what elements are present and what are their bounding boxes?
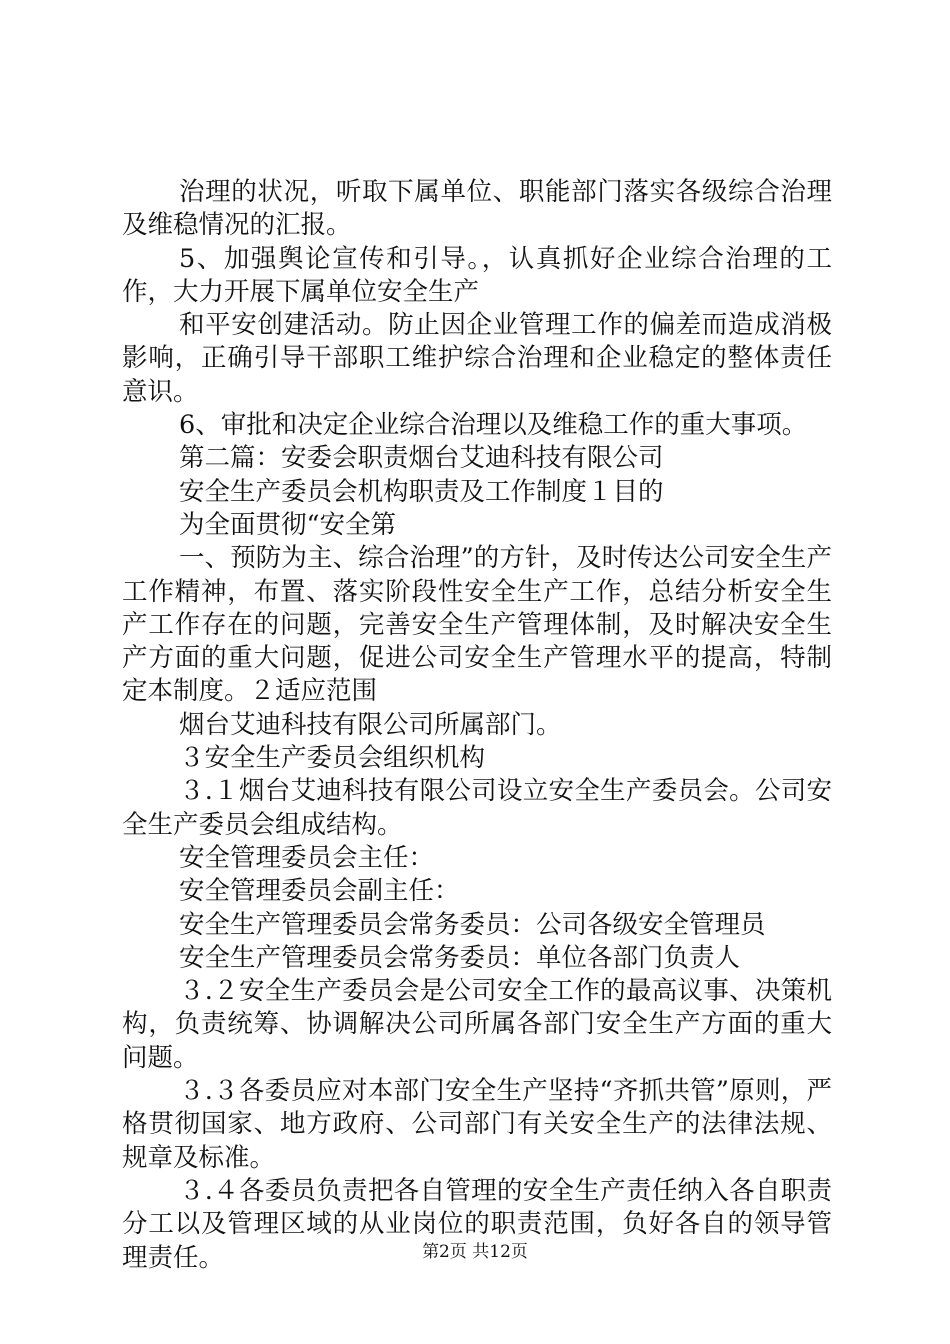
paragraph-17: ３.３各委员应对本部门安全生产坚持“齐抓共管”原则，严格贯彻国家、地方政府、公司部门有关安全生产的法律法规、规章及标准。 (122, 1076, 832, 1173)
paragraph-3: 和平安创建活动。防止因企业管理工作的偏差而造成消极影响，正确引导干部职工维护综合治理和企业稳定的整体责任意识。 (122, 310, 832, 407)
paragraph-6: 安全生产委员会机构职责及工作制度１目的 (179, 476, 664, 507)
paragraph-2: 5、加强舆论宣传和引导。，认真抓好企业综合治理的工作，大力开展下属单位安全生产 (122, 243, 832, 307)
page-number-footer: 第2页 共12页 (422, 1242, 528, 1262)
paragraph-8: 一、预防为主、综合治理”的方针，及时传达公司安全生产工作精神，布置、落实阶段性安全生产工作，总结分析安全生产工作存在的问题，完善安全生产管理体制，及时解决安全生产方面的重大问题，促进公司安全生产管理水平的提高，特制定本制度。２适应范围 (122, 543, 832, 707)
paragraph-10: ３安全生产委员会组织机构 (179, 743, 486, 774)
paragraph-11: ３.１烟台艾迪科技有限公司设立安全生产委员会。公司安全生产委员会组成结构。 (122, 776, 832, 840)
paragraph-14: 安全生产管理委员会常务委员：公司各级安全管理员 (179, 909, 766, 940)
paragraph-15: 安全生产管理委员会常务委员：单位各部门负责人 (179, 942, 741, 973)
document-body (122, 176, 832, 1275)
paragraph-9: 烟台艾迪科技有限公司所属部门。 (179, 709, 562, 740)
section-heading-2: 第二篇：安委会职责烟台艾迪科技有限公司 (179, 443, 664, 474)
paragraph-18: ３.４各委员负责把各自管理的安全生产责任纳入各自职责分工以及管理区域的从业岗位的职责范围，负好各自的领导管理责任。 (122, 1175, 832, 1273)
paragraph-16: ３.２安全生产委员会是公司安全工作的最高议事、决策机构，负责统筹、协调解决公司所属各部门安全生产方面的重大问题。 (122, 976, 832, 1073)
paragraph-4: 6、审批和决定企业综合治理以及维稳工作的重大事项。 (179, 410, 808, 441)
paragraph-7: 为全面贯彻“安全第 (179, 509, 397, 540)
paragraph-12: 安全管理委员会主任： (179, 842, 435, 873)
paragraph-13: 安全管理委员会副主任： (179, 876, 460, 907)
paragraph-1: 治理的状况，听取下属单位、职能部门落实各级综合治理及维稳情况的汇报。 (122, 177, 832, 241)
